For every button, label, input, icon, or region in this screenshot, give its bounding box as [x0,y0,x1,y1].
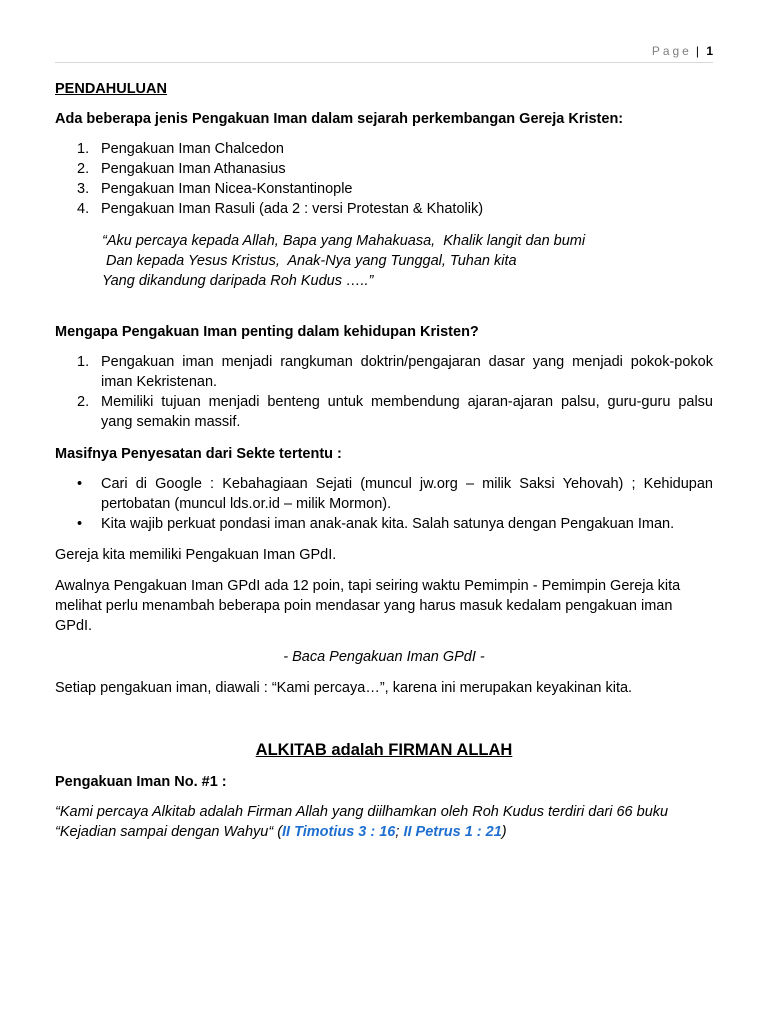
list-item [55,514,713,534]
creed-statement-text: “Kami percaya Alkitab adalah Firman Allah yang diilhamkan oleh Roh Kudus terdiri dari 66 buku “Kejadian sampai dengan Wahyu“ ( [55,804,669,840]
paragraph: Awalnya Pengakuan Iman GPdI ada 12 poin, tapi seiring waktu Pemimpin - Pemimpin Gereja kita melihat perlu menambah beberapa poin mendasar yang harus masuk kedalam pengakuan iman GPdI. [55,578,681,634]
list-item [55,199,713,219]
creed-quote [55,231,713,291]
paragraph: Gereja kita memiliki Pengakuan Iman GPdI. [55,547,337,563]
list-item-text: Pengakuan Iman Chalcedon [101,141,284,157]
document-body [55,79,713,842]
list-item [55,352,713,392]
list-item [55,474,713,514]
list-item [55,179,713,199]
page-separator: | [695,44,700,58]
quote-line: Yang dikandung daripada Roh Kudus …..” [102,273,374,289]
scripture-ref-link[interactable]: II Petrus 1 : 21 [403,824,502,840]
list-number: 2. [77,161,90,177]
bullet-icon: • [77,516,83,532]
sects-list [55,474,713,534]
intro-heading: PENDAHULUAN [55,81,167,97]
list-item [55,392,713,432]
section-subheading: Pengakuan Iman No. #1 : [55,774,227,790]
why-list [55,352,713,432]
list-item [55,139,713,159]
creed-statement [55,802,713,842]
quote-line: “Aku percaya kepada Allah, Bapa yang Mahakuasa, Khalik langit dan bumi [102,233,586,249]
page-word: Page [651,44,692,58]
list-item [55,159,713,179]
list-number: 3. [77,181,90,197]
list-item-text: Pengakuan iman menjadi rangkuman doktrin/pengajaran dasar yang menjadi pokok-pokok iman Kekristenan. [101,354,713,390]
list-item-text: Pengakuan Iman Nicea-Konstantinople [101,181,353,197]
list-item-text: Pengakuan Iman Athanasius [101,161,286,177]
section-title: ALKITAB adalah FIRMAN ALLAH [255,741,513,759]
intro-lead: Ada beberapa jenis Pengakuan Iman dalam sejarah perkembangan Gereja Kristen: [55,111,624,127]
why-heading: Mengapa Pengakuan Iman penting dalam kehidupan Kristen? [55,324,479,340]
quote-line: Dan kepada Yesus Kristus, Anak-Nya yang Tunggal, Tuhan kita [102,253,517,269]
creed-statement-end: ) [501,824,507,840]
bullet-icon: • [77,476,83,492]
page-number-label [652,44,713,58]
list-number: 1. [77,354,90,370]
sects-heading: Masifnya Penyesatan dari Sekte tertentu : [55,446,342,462]
list-item-text: Kita wajib perkuat pondasi iman anak-anak kita. Salah satunya dengan Pengakuan Iman. [101,516,675,532]
creed-list [55,139,713,219]
list-item-text: Pengakuan Iman Rasuli (ada 2 : versi Protestan & Khatolik) [101,201,484,217]
read-instruction: - Baca Pengakuan Iman GPdI - [283,649,485,665]
list-number: 4. [77,201,90,217]
ref-separator: ; [395,824,404,840]
scripture-ref-link[interactable]: II Timotius 3 : 16 [282,824,396,840]
list-number: 2. [77,394,90,410]
list-item-text: Cari di Google : Kebahagiaan Sejati (muncul jw.org – milik Saksi Yehovah) ; Kehidupan pertobatan (muncul lds.or.id – milik Mormon). [101,476,713,512]
page-number: 1 [706,44,713,58]
page-header [55,40,713,63]
list-item-text: Memiliki tujuan menjadi benteng untuk membendung ajaran-ajaran palsu, guru-guru palsu yang semakin massif. [101,394,713,430]
list-number: 1. [77,141,90,157]
paragraph: Setiap pengakuan iman, diawali : “Kami percaya…”, karena ini merupakan keyakinan kita. [55,680,633,696]
